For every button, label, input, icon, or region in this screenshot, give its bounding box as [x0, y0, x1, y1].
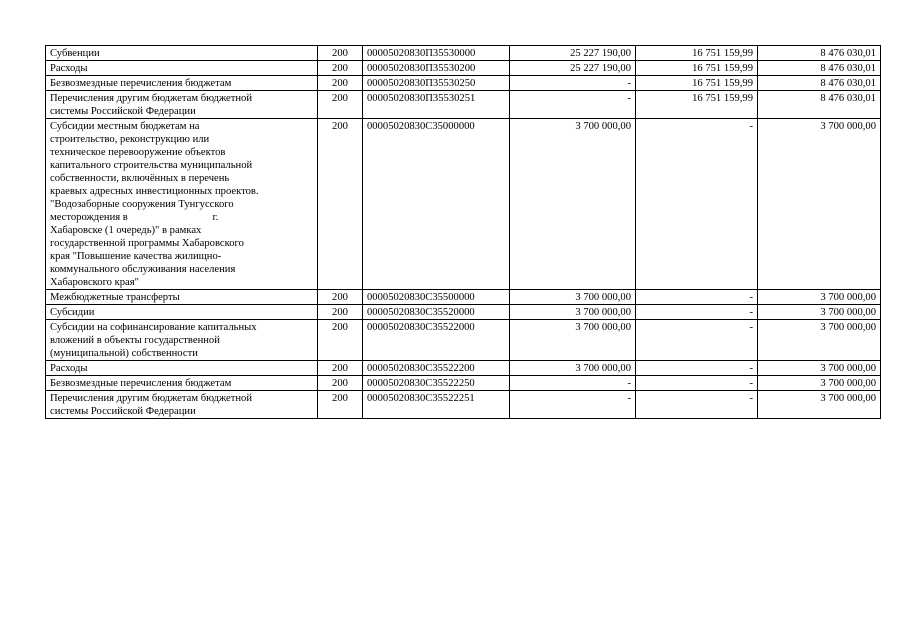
row-name-cell: Перечисления другим бюджетам бюджетной системы Российской Федерации [46, 391, 318, 419]
table-row [46, 91, 881, 119]
row-remaining-cell: 8 476 030,01 [758, 76, 881, 91]
row-kbk-cell: 00005020830С35522000 [363, 320, 510, 361]
row-approved-cell: 3 700 000,00 [510, 361, 636, 376]
table-row [46, 391, 881, 419]
row-code-cell: 200 [318, 119, 363, 290]
row-kbk-cell: 00005020830П35530000 [363, 46, 510, 61]
row-name-cell: Субсидии на софинансирование капитальных вложений в объекты государственной (муниципальной) собственности [46, 320, 318, 361]
row-approved-cell: 3 700 000,00 [510, 320, 636, 361]
row-kbk-cell: 00005020830С35522251 [363, 391, 510, 419]
row-code-cell: 200 [318, 91, 363, 119]
row-approved-cell: - [510, 76, 636, 91]
row-name-cell: Субвенции [46, 46, 318, 61]
row-executed-cell: 16 751 159,99 [636, 91, 758, 119]
row-remaining-cell: 3 700 000,00 [758, 376, 881, 391]
row-remaining-cell: 8 476 030,01 [758, 61, 881, 76]
row-remaining-cell: 3 700 000,00 [758, 305, 881, 320]
row-kbk-cell: 00005020830П35530250 [363, 76, 510, 91]
row-name-cell: Расходы [46, 61, 318, 76]
row-approved-cell: - [510, 91, 636, 119]
table-row [46, 76, 881, 91]
row-kbk-cell: 00005020830С35520000 [363, 305, 510, 320]
table-row [46, 119, 881, 290]
row-remaining-cell: 8 476 030,01 [758, 46, 881, 61]
row-executed-cell: 16 751 159,99 [636, 46, 758, 61]
row-code-cell: 200 [318, 290, 363, 305]
row-executed-cell: - [636, 119, 758, 290]
row-name-cell: Субсидии местным бюджетам на строительство, реконструкцию или техническое перевооружение объектов капитального строительства муниципальной собственности, включённых в перечень краевых адресных инвестиционных проектов. "Водозаборные сооружения Тунгусского месторождения в г. Хабаровске (1 очередь)" в рамках государственной программы Хабаровского края "Повышение качества жилищно- коммунального обслуживания населения Хабаровского края" [46, 119, 318, 290]
row-remaining-cell: 3 700 000,00 [758, 361, 881, 376]
row-code-cell: 200 [318, 61, 363, 76]
row-approved-cell: - [510, 391, 636, 419]
row-executed-cell: - [636, 376, 758, 391]
row-executed-cell: 16 751 159,99 [636, 76, 758, 91]
budget-table [45, 45, 881, 419]
table-row [46, 61, 881, 76]
row-approved-cell: 3 700 000,00 [510, 305, 636, 320]
budget-table-body [46, 46, 881, 419]
row-name-cell: Безвозмездные перечисления бюджетам [46, 376, 318, 391]
row-kbk-cell: 00005020830С35522250 [363, 376, 510, 391]
row-kbk-cell: 00005020830С35500000 [363, 290, 510, 305]
row-code-cell: 200 [318, 376, 363, 391]
table-row [46, 305, 881, 320]
row-executed-cell: - [636, 391, 758, 419]
row-code-cell: 200 [318, 320, 363, 361]
row-approved-cell: 25 227 190,00 [510, 46, 636, 61]
row-approved-cell: 3 700 000,00 [510, 119, 636, 290]
row-kbk-cell: 00005020830С35000000 [363, 119, 510, 290]
row-name-cell: Безвозмездные перечисления бюджетам [46, 76, 318, 91]
table-row [46, 320, 881, 361]
row-name-cell: Расходы [46, 361, 318, 376]
table-row [46, 376, 881, 391]
row-remaining-cell: 3 700 000,00 [758, 391, 881, 419]
row-executed-cell: - [636, 320, 758, 361]
row-name-cell: Перечисления другим бюджетам бюджетной системы Российской Федерации [46, 91, 318, 119]
row-approved-cell: 3 700 000,00 [510, 290, 636, 305]
row-remaining-cell: 3 700 000,00 [758, 290, 881, 305]
row-code-cell: 200 [318, 46, 363, 61]
row-code-cell: 200 [318, 361, 363, 376]
row-kbk-cell: 00005020830П35530251 [363, 91, 510, 119]
table-row [46, 361, 881, 376]
row-executed-cell: - [636, 305, 758, 320]
row-remaining-cell: 8 476 030,01 [758, 91, 881, 119]
row-code-cell: 200 [318, 305, 363, 320]
row-code-cell: 200 [318, 391, 363, 419]
table-row [46, 46, 881, 61]
row-code-cell: 200 [318, 76, 363, 91]
row-approved-cell: - [510, 376, 636, 391]
row-kbk-cell: 00005020830П35530200 [363, 61, 510, 76]
table-row [46, 290, 881, 305]
row-executed-cell: - [636, 290, 758, 305]
row-remaining-cell: 3 700 000,00 [758, 119, 881, 290]
row-executed-cell: - [636, 361, 758, 376]
row-remaining-cell: 3 700 000,00 [758, 320, 881, 361]
row-name-cell: Межбюджетные трансферты [46, 290, 318, 305]
row-executed-cell: 16 751 159,99 [636, 61, 758, 76]
row-approved-cell: 25 227 190,00 [510, 61, 636, 76]
row-kbk-cell: 00005020830С35522200 [363, 361, 510, 376]
row-name-cell: Субсидии [46, 305, 318, 320]
